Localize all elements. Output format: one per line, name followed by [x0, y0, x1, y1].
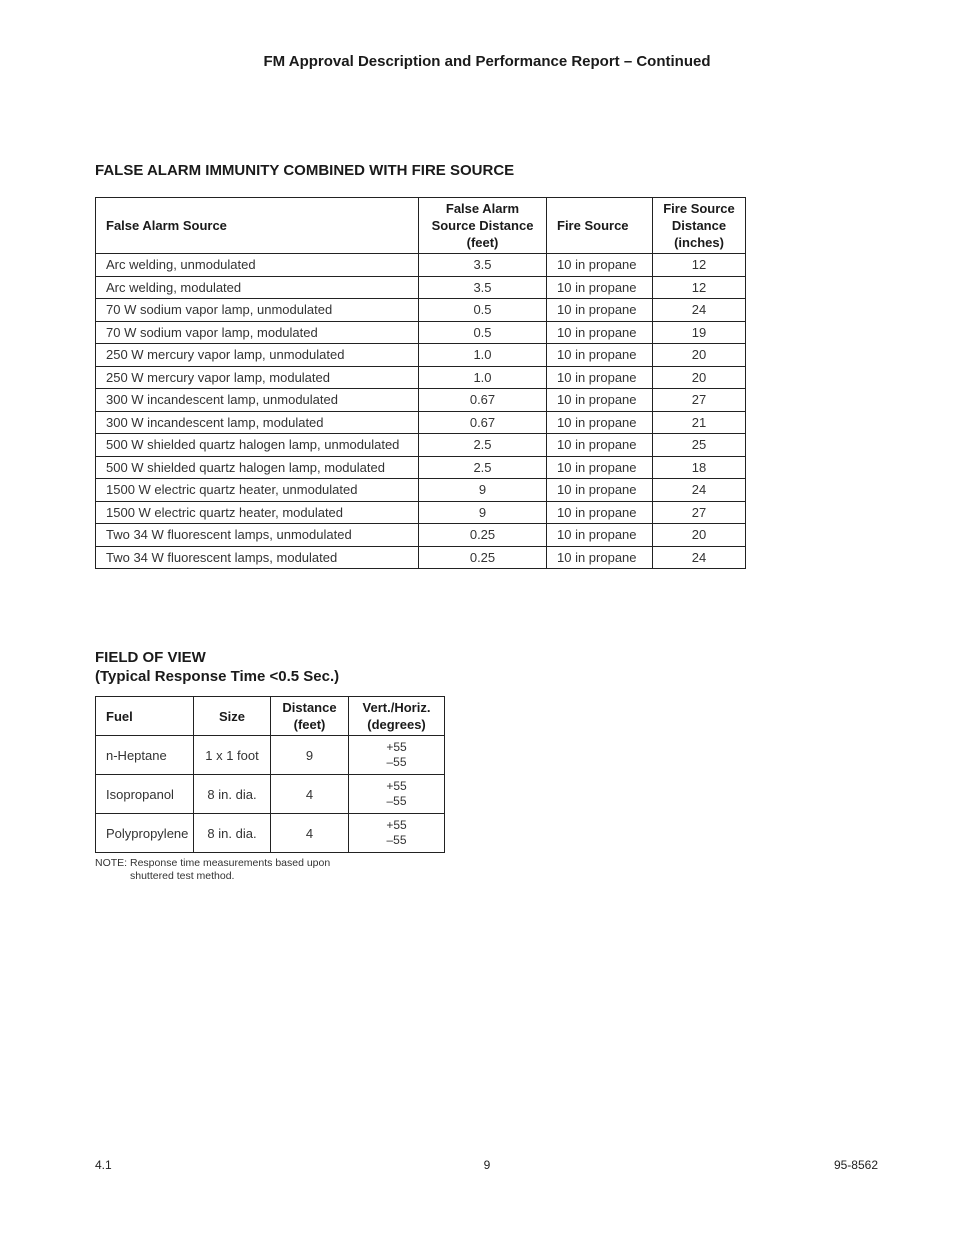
cell-fire-source: 10 in propane	[547, 389, 653, 412]
false-alarm-table	[95, 197, 746, 569]
cell-fire-source: 10 in propane	[547, 411, 653, 434]
table-row	[96, 736, 445, 775]
field-of-view-title: FIELD OF VIEW	[95, 649, 206, 666]
cell-source-distance: 9	[419, 501, 547, 524]
note-line: shuttered test method.	[130, 870, 235, 882]
cell-fire-distance: 21	[653, 411, 746, 434]
cell-fire-source: 10 in propane	[547, 299, 653, 322]
cell-vert-horiz	[349, 736, 445, 775]
footer-document-number: 95-8562	[833, 1158, 878, 1172]
header-distance-line: Source Distance	[431, 218, 534, 233]
false-alarm-header-row	[96, 198, 746, 254]
cell-fire-source: 10 in propane	[547, 254, 653, 277]
table-row	[96, 321, 746, 344]
false-alarm-section-title: FALSE ALARM IMMUNITY COMBINED WITH FIRE SOURCE	[95, 162, 515, 179]
cell-source-distance: 1.0	[419, 344, 547, 367]
response-time-note	[95, 857, 365, 883]
footer-page-number: 9	[483, 1158, 491, 1172]
cell-fire-distance: 27	[653, 389, 746, 412]
cell-source-distance: 9	[419, 479, 547, 502]
vert-horiz-value: –55	[386, 794, 407, 808]
cell-false-alarm-source: 500 W shielded quartz halogen lamp, unmodulated	[96, 434, 419, 457]
cell-distance: 4	[271, 775, 349, 814]
header-false-alarm-distance	[419, 198, 547, 254]
header-distance-line: (feet)	[466, 235, 499, 250]
header-fire-source: Fire Source	[547, 198, 653, 254]
cell-source-distance: 0.67	[419, 389, 547, 412]
table-row	[96, 366, 746, 389]
cell-fire-source: 10 in propane	[547, 366, 653, 389]
cell-source-distance: 0.67	[419, 411, 547, 434]
cell-fire-distance: 24	[653, 546, 746, 569]
header-false-alarm-source: False Alarm Source	[96, 198, 419, 254]
cell-false-alarm-source: 250 W mercury vapor lamp, modulated	[96, 366, 419, 389]
cell-fire-source: 10 in propane	[547, 524, 653, 547]
header-fire-distance-line: (inches)	[674, 235, 724, 250]
field-of-view-table-body	[96, 736, 445, 853]
cell-false-alarm-source: 300 W incandescent lamp, unmodulated	[96, 389, 419, 412]
table-row	[96, 479, 746, 502]
field-of-view-header-row	[96, 697, 445, 736]
cell-source-distance: 0.5	[419, 299, 547, 322]
cell-fire-source: 10 in propane	[547, 276, 653, 299]
cell-false-alarm-source: Arc welding, unmodulated	[96, 254, 419, 277]
header-fire-distance-line: Distance	[671, 218, 727, 233]
cell-source-distance: 3.5	[419, 276, 547, 299]
cell-fire-distance: 19	[653, 321, 746, 344]
vert-horiz-value: +55	[386, 740, 407, 754]
false-alarm-table-body	[96, 254, 746, 569]
table-row	[96, 389, 746, 412]
header-distance	[271, 697, 349, 736]
cell-source-distance: 1.0	[419, 366, 547, 389]
table-row	[96, 524, 746, 547]
vert-horiz-value: +55	[386, 818, 407, 832]
cell-fire-source: 10 in propane	[547, 344, 653, 367]
table-row	[96, 276, 746, 299]
table-row	[96, 254, 746, 277]
header-vert-horiz-line: (degrees)	[367, 717, 426, 732]
cell-distance: 4	[271, 814, 349, 853]
table-row	[96, 775, 445, 814]
header-fuel: Fuel	[96, 697, 194, 736]
header-distance-line: Distance	[282, 700, 337, 715]
cell-fire-distance: 24	[653, 299, 746, 322]
cell-fire-distance: 20	[653, 344, 746, 367]
vert-horiz-value: +55	[386, 779, 407, 793]
header-vert-horiz-line: Vert./Horiz.	[362, 700, 431, 715]
cell-false-alarm-source: 250 W mercury vapor lamp, unmodulated	[96, 344, 419, 367]
cell-distance: 9	[271, 736, 349, 775]
header-vert-horiz	[349, 697, 445, 736]
cell-fire-distance: 24	[653, 479, 746, 502]
cell-vert-horiz	[349, 814, 445, 853]
header-fire-distance-line: Fire Source	[663, 201, 735, 216]
cell-fire-distance: 12	[653, 254, 746, 277]
vert-horiz-value: –55	[386, 755, 407, 769]
cell-fuel: Isopropanol	[96, 775, 194, 814]
cell-vert-horiz	[349, 775, 445, 814]
cell-source-distance: 0.5	[419, 321, 547, 344]
cell-fire-source: 10 in propane	[547, 321, 653, 344]
field-of-view-table	[95, 696, 445, 853]
header-fire-source-distance	[653, 198, 746, 254]
cell-fire-source: 10 in propane	[547, 456, 653, 479]
cell-source-distance: 2.5	[419, 456, 547, 479]
header-distance-line: False Alarm	[445, 201, 520, 216]
cell-fire-distance: 12	[653, 276, 746, 299]
cell-fire-source: 10 in propane	[547, 546, 653, 569]
cell-source-distance: 3.5	[419, 254, 547, 277]
note-line: NOTE: Response time measurements based upon	[95, 857, 331, 869]
cell-false-alarm-source: 1500 W electric quartz heater, modulated	[96, 501, 419, 524]
table-row	[96, 814, 445, 853]
cell-size: 8 in. dia.	[194, 775, 271, 814]
cell-fire-distance: 18	[653, 456, 746, 479]
field-of-view-section-title	[95, 648, 339, 686]
cell-source-distance: 2.5	[419, 434, 547, 457]
cell-fire-distance: 20	[653, 524, 746, 547]
table-row	[96, 299, 746, 322]
header-size: Size	[194, 697, 271, 736]
cell-fire-source: 10 in propane	[547, 501, 653, 524]
cell-fire-distance: 20	[653, 366, 746, 389]
cell-fire-distance: 27	[653, 501, 746, 524]
cell-source-distance: 0.25	[419, 524, 547, 547]
cell-false-alarm-source: Two 34 W fluorescent lamps, modulated	[96, 546, 419, 569]
table-row	[96, 546, 746, 569]
cell-false-alarm-source: 70 W sodium vapor lamp, modulated	[96, 321, 419, 344]
cell-fire-distance: 25	[653, 434, 746, 457]
table-row	[96, 456, 746, 479]
cell-false-alarm-source: 300 W incandescent lamp, modulated	[96, 411, 419, 434]
cell-fuel: Polypropylene	[96, 814, 194, 853]
page-header-title: FM Approval Description and Performance Report – Continued	[263, 53, 711, 70]
header-distance-line: (feet)	[293, 717, 326, 732]
cell-false-alarm-source: 500 W shielded quartz halogen lamp, modulated	[96, 456, 419, 479]
field-of-view-subtitle: (Typical Response Time <0.5 Sec.)	[95, 668, 340, 685]
table-row	[96, 344, 746, 367]
table-row	[96, 411, 746, 434]
table-row	[96, 434, 746, 457]
cell-false-alarm-source: Two 34 W fluorescent lamps, unmodulated	[96, 524, 419, 547]
cell-fire-source: 10 in propane	[547, 434, 653, 457]
vert-horiz-value: –55	[386, 833, 407, 847]
cell-size: 8 in. dia.	[194, 814, 271, 853]
cell-false-alarm-source: 1500 W electric quartz heater, unmodulated	[96, 479, 419, 502]
cell-false-alarm-source: 70 W sodium vapor lamp, unmodulated	[96, 299, 419, 322]
footer-revision: 4.1	[95, 1158, 112, 1172]
cell-source-distance: 0.25	[419, 546, 547, 569]
table-row	[96, 501, 746, 524]
cell-false-alarm-source: Arc welding, modulated	[96, 276, 419, 299]
cell-fire-source: 10 in propane	[547, 479, 653, 502]
cell-size: 1 x 1 foot	[194, 736, 271, 775]
cell-fuel: n-Heptane	[96, 736, 194, 775]
